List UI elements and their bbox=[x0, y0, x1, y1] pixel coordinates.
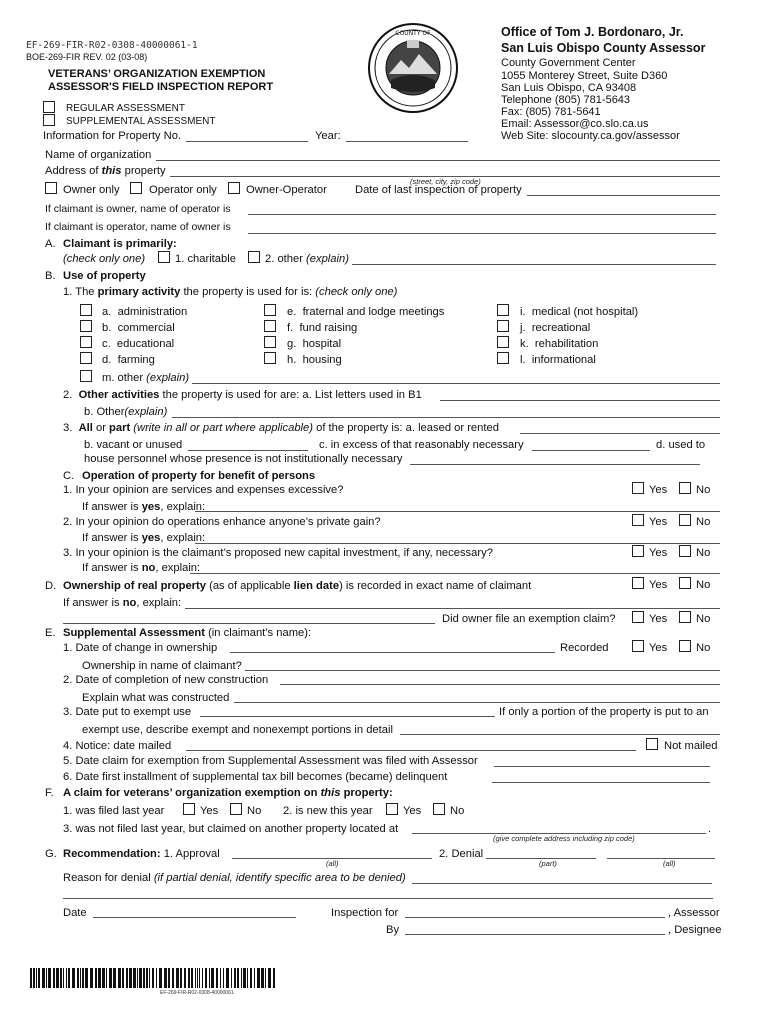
e1b-label: Ownership in name of claimant? bbox=[82, 660, 242, 672]
f1-label: 1. was filed last year bbox=[63, 805, 165, 817]
barcode-caption: EF-269-FIR-R02-0308-40000061 bbox=[160, 990, 234, 996]
e3-portion-label: If only a portion of the property is put to an bbox=[499, 706, 709, 718]
f2-no-label: No bbox=[450, 805, 465, 817]
office-name: Office of Tom J. Bordonaro, Jr. bbox=[501, 25, 684, 39]
denial-all-hint: (all) bbox=[663, 859, 676, 868]
c3-no-label: No bbox=[696, 547, 711, 559]
e5-label: 5. Date claim for exemption from Supplemental Assessment was filed with Assessor bbox=[63, 755, 478, 767]
reason-field[interactable] bbox=[412, 883, 712, 884]
address-label: Address of this property bbox=[45, 165, 166, 177]
office-title: San Luis Obispo County Assessor bbox=[501, 41, 706, 55]
c1-explain-label: If answer is yes, explain: bbox=[82, 501, 206, 513]
use-a-label: a. administration bbox=[102, 306, 188, 318]
use-e-label: e. fraternal and lodge meetings bbox=[287, 306, 445, 318]
e1-no-label: No bbox=[696, 642, 711, 654]
f1-no-checkbox[interactable] bbox=[230, 803, 242, 815]
office-phone: Telephone (805) 781-5643 bbox=[501, 94, 631, 106]
other-claimant-field[interactable] bbox=[352, 264, 716, 265]
date-field[interactable] bbox=[93, 917, 296, 918]
e1-field[interactable] bbox=[230, 652, 555, 653]
e1-no-checkbox[interactable] bbox=[679, 640, 691, 652]
designee-label: , Designee bbox=[668, 924, 722, 936]
office-web: Web Site: slocounty.ca.gov/assessor bbox=[501, 130, 680, 142]
year-label: Year: bbox=[315, 130, 341, 142]
reason-label: Reason for denial (if partial denial, identify specific area to be denied) bbox=[63, 872, 406, 884]
address-hint: (street, city, zip code) bbox=[410, 177, 481, 186]
e2-field[interactable] bbox=[280, 684, 720, 685]
last-inspection-label: Date of last inspection of property bbox=[355, 184, 522, 196]
c1-no-checkbox[interactable] bbox=[679, 482, 691, 494]
charitable-checkbox[interactable] bbox=[158, 251, 170, 263]
by-label: By bbox=[386, 924, 400, 936]
not-mailed-checkbox[interactable] bbox=[646, 738, 658, 750]
use-m-checkbox[interactable] bbox=[80, 370, 92, 382]
e4-label: 4. Notice: date mailed bbox=[63, 740, 172, 752]
d-explain-field[interactable] bbox=[185, 608, 720, 609]
b3d-label: d. used to bbox=[656, 439, 706, 451]
e1b-field[interactable] bbox=[245, 670, 720, 671]
use-k-label: k. rehabilitation bbox=[520, 338, 599, 350]
operator-name-field[interactable] bbox=[248, 214, 716, 215]
operator-only-label: Operator only bbox=[149, 184, 217, 196]
section-c-title: Operation of property for benefit of persons bbox=[82, 470, 316, 482]
f1-yes-checkbox[interactable] bbox=[183, 803, 195, 815]
e3-field[interactable] bbox=[200, 716, 495, 717]
c2-no-label: No bbox=[696, 516, 711, 528]
other-claimant-label: 2. other (explain) bbox=[265, 253, 349, 265]
use-c-label: c. educational bbox=[102, 338, 175, 350]
section-c-letter: C. bbox=[63, 470, 75, 482]
other-claimant-checkbox[interactable] bbox=[248, 251, 260, 263]
by-field[interactable] bbox=[405, 934, 665, 935]
denial-label: 2. Denial bbox=[439, 848, 484, 860]
b3b-label: b. vacant or unused bbox=[84, 439, 183, 451]
b3e-field[interactable] bbox=[410, 464, 700, 465]
property-no-field[interactable] bbox=[186, 141, 308, 142]
approval-label: Recommendation: 1. Approval bbox=[63, 848, 220, 860]
inspection-for-field[interactable] bbox=[405, 917, 665, 918]
reason-field-2[interactable] bbox=[63, 898, 713, 899]
barcode-icon bbox=[30, 968, 275, 988]
office-line3: San Luis Obispo, CA 93408 bbox=[501, 82, 637, 94]
d-no-label: No bbox=[696, 579, 711, 591]
owner-only-label: Owner only bbox=[63, 184, 120, 196]
section-e-title: Supplemental Assessment (in claimant’s name): bbox=[63, 627, 312, 639]
office-fax: Fax: (805) 781-5641 bbox=[501, 106, 601, 118]
section-d-question: Ownership of real property (as of applicable lien date) is recorded in exact name of claimant bbox=[63, 580, 532, 592]
section-a-letter: A. bbox=[45, 238, 56, 250]
c1-yes-label: Yes bbox=[649, 484, 668, 496]
c3-no-checkbox[interactable] bbox=[679, 545, 691, 557]
c1-no-label: No bbox=[696, 484, 711, 496]
use-i-checkbox[interactable] bbox=[497, 304, 509, 316]
e3b-label: exempt use, describe exempt and nonexempt portions in detail bbox=[82, 724, 393, 736]
f2-yes-label: Yes bbox=[403, 805, 422, 817]
section-f-title: A claim for veterans’ organization exemption on this property: bbox=[63, 787, 393, 799]
use-l-label: l. informational bbox=[520, 354, 596, 366]
use-other-field[interactable] bbox=[192, 383, 720, 384]
d-explain-field-2[interactable] bbox=[63, 623, 435, 624]
use-j-label: j. recreational bbox=[520, 322, 591, 334]
b3e-label: house personnel whose presence is not institutionally necessary bbox=[84, 453, 403, 465]
b3b-field[interactable] bbox=[188, 450, 308, 451]
section-a-check-note: (check only one) bbox=[63, 253, 146, 265]
section-d-letter: D. bbox=[45, 580, 57, 592]
e2b-label: Explain what was constructed bbox=[82, 692, 230, 704]
c3-yes-checkbox[interactable] bbox=[632, 545, 644, 557]
use-k-checkbox[interactable] bbox=[497, 336, 509, 348]
date-label: Date bbox=[63, 907, 87, 919]
section-e-letter: E. bbox=[45, 627, 56, 639]
c3-explain-label: If answer is no, explain: bbox=[82, 562, 201, 574]
c3-yes-label: Yes bbox=[649, 547, 668, 559]
c3-question: 3. In your opinion is the claimant’s proposed new capital investment, if any, necessary? bbox=[63, 547, 493, 559]
owner-name-field[interactable] bbox=[248, 233, 716, 234]
f2-label: 2. is new this year bbox=[283, 805, 373, 817]
d-yes-label: Yes bbox=[649, 579, 668, 591]
c2-question: 2. In your opinion do operations enhance anyone’s private gain? bbox=[63, 516, 381, 528]
use-b-label: b. commercial bbox=[102, 322, 175, 334]
c1-yes-checkbox[interactable] bbox=[632, 482, 644, 494]
use-g-checkbox[interactable] bbox=[264, 336, 276, 348]
d-yes-checkbox[interactable] bbox=[632, 577, 644, 589]
b2a-field[interactable] bbox=[440, 400, 720, 401]
assessor-label: , Assessor bbox=[668, 907, 720, 919]
e5-field[interactable] bbox=[494, 766, 710, 767]
use-m-label: m. other (explain) bbox=[102, 372, 190, 384]
use-l-checkbox[interactable] bbox=[497, 352, 509, 364]
use-a-checkbox[interactable] bbox=[80, 304, 92, 316]
section-a-title: Claimant is primarily: bbox=[63, 238, 177, 250]
f1-yes-label: Yes bbox=[200, 805, 219, 817]
section-f-letter: F. bbox=[45, 787, 54, 799]
use-d-checkbox[interactable] bbox=[80, 352, 92, 364]
e1-yes-checkbox[interactable] bbox=[632, 640, 644, 652]
form-code: EF-269-FIR-R02-0308-40000061-1 bbox=[26, 40, 198, 51]
d-filed-no-label: No bbox=[696, 613, 711, 625]
f2-no-checkbox[interactable] bbox=[433, 803, 445, 815]
f1-no-label: No bbox=[247, 805, 262, 817]
b2b-field[interactable] bbox=[172, 417, 720, 418]
denial-part-hint: (part) bbox=[539, 859, 557, 868]
e3-label: 3. Date put to exempt use bbox=[63, 706, 192, 718]
f3-hint: (give complete address including zip code) bbox=[493, 834, 635, 843]
e2-label: 2. Date of completion of new construction bbox=[63, 674, 269, 686]
e3b-field[interactable] bbox=[400, 734, 720, 735]
office-line2: 1055 Monterey Street, Suite D360 bbox=[501, 70, 668, 82]
c2-no-checkbox[interactable] bbox=[679, 514, 691, 526]
if-operator-label: If claimant is operator, name of owner is bbox=[45, 221, 231, 233]
b3c-label: c. in excess of that reasonably necessary bbox=[319, 439, 524, 451]
b1-question: 1. The primary activity the property is used for is: (check only one) bbox=[63, 286, 398, 298]
use-e-checkbox[interactable] bbox=[264, 304, 276, 316]
d-filed-question: Did owner file an exemption claim? bbox=[442, 613, 616, 625]
use-b-checkbox[interactable] bbox=[80, 320, 92, 332]
e4-field[interactable] bbox=[186, 750, 636, 751]
section-b-title: Use of property bbox=[63, 270, 146, 282]
b3c-field[interactable] bbox=[532, 450, 650, 451]
regular-assessment-checkbox[interactable] bbox=[43, 101, 55, 113]
if-owner-label: If claimant is owner, name of operator is bbox=[45, 203, 231, 215]
c2-yes-checkbox[interactable] bbox=[632, 514, 644, 526]
use-f-label: f. fund raising bbox=[287, 322, 358, 334]
operator-only-checkbox[interactable] bbox=[130, 182, 142, 194]
form-title-1: VETERANS’ ORGANIZATION EXEMPTION bbox=[48, 68, 266, 80]
last-inspection-field[interactable] bbox=[527, 195, 720, 196]
year-field[interactable] bbox=[346, 141, 468, 142]
d-filed-no-checkbox[interactable] bbox=[679, 611, 691, 623]
approval-all-hint: (all) bbox=[326, 859, 339, 868]
supplemental-assessment-checkbox[interactable] bbox=[43, 114, 55, 126]
form-title-2: ASSESSOR'S FIELD INSPECTION REPORT bbox=[48, 81, 274, 93]
d-no-checkbox[interactable] bbox=[679, 577, 691, 589]
e1-yes-label: Yes bbox=[649, 642, 668, 654]
section-b-letter: B. bbox=[45, 270, 56, 282]
use-f-checkbox[interactable] bbox=[264, 320, 276, 332]
supplemental-assessment-label: SUPPLEMENTAL ASSESSMENT bbox=[66, 116, 216, 127]
d-explain-label: If answer is no, explain: bbox=[63, 597, 182, 609]
owner-operator-checkbox[interactable] bbox=[228, 182, 240, 194]
charitable-label: 1. charitable bbox=[175, 253, 236, 265]
owner-only-checkbox[interactable] bbox=[45, 182, 57, 194]
c1-explain-field[interactable] bbox=[195, 511, 720, 512]
use-i-label: i. medical (not hospital) bbox=[520, 306, 639, 318]
b3a-field[interactable] bbox=[520, 433, 720, 434]
use-h-label: h. housing bbox=[287, 354, 342, 366]
c3-explain-field[interactable] bbox=[190, 573, 720, 574]
svg-text:COUNTY OF: COUNTY OF bbox=[395, 30, 431, 37]
e1-recorded-label: Recorded bbox=[560, 642, 609, 654]
owner-operator-label: Owner-Operator bbox=[246, 184, 327, 196]
regular-assessment-label: REGULAR ASSESSMENT bbox=[66, 103, 185, 114]
b2-question: 2. Other activities the property is used for are: a. List letters used in B1 bbox=[63, 389, 422, 401]
c1-question: 1. In your opinion are services and expenses excessive? bbox=[63, 484, 344, 496]
b2b-label: b. Other(explain) bbox=[84, 406, 168, 418]
e6-label: 6. Date first installment of supplemental tax bill becomes (became) delinquent bbox=[63, 771, 448, 783]
org-name-label: Name of organization bbox=[45, 149, 152, 161]
b3-question: 3. All or part (write in all or part where applicable) of the property is: a. leased or rented bbox=[63, 422, 499, 434]
e1-label: 1. Date of change in ownership bbox=[63, 642, 218, 654]
use-j-checkbox[interactable] bbox=[497, 320, 509, 332]
form-revision: BOE-269-FIR REV. 02 (03-08) bbox=[26, 52, 148, 62]
county-seal-icon bbox=[367, 22, 459, 114]
denial-all-field[interactable] bbox=[607, 858, 715, 859]
use-g-label: g. hospital bbox=[287, 338, 342, 350]
section-g-letter: G. bbox=[45, 848, 57, 860]
e6-field[interactable] bbox=[492, 782, 710, 783]
c2-explain-label: If answer is yes, explain: bbox=[82, 532, 206, 544]
org-name-field[interactable] bbox=[156, 160, 720, 161]
d-filed-yes-checkbox[interactable] bbox=[632, 611, 644, 623]
use-d-label: d. farming bbox=[102, 354, 155, 366]
office-email: Email: Assessor@co.slo.ca.us bbox=[501, 118, 649, 130]
d-filed-yes-label: Yes bbox=[649, 613, 668, 625]
c2-explain-field[interactable] bbox=[195, 543, 720, 544]
not-mailed-label: Not mailed bbox=[664, 740, 718, 752]
inspection-for-label: Inspection for bbox=[331, 907, 399, 919]
f3-label: 3. was not filed last year, but claimed on another property located at bbox=[63, 823, 399, 835]
use-c-checkbox[interactable] bbox=[80, 336, 92, 348]
c2-yes-label: Yes bbox=[649, 516, 668, 528]
property-no-label: Information for Property No. bbox=[43, 130, 182, 142]
office-line1: County Government Center bbox=[501, 57, 636, 69]
e2b-field[interactable] bbox=[234, 702, 720, 703]
use-h-checkbox[interactable] bbox=[264, 352, 276, 364]
f3-period: . bbox=[708, 823, 712, 835]
f2-yes-checkbox[interactable] bbox=[386, 803, 398, 815]
